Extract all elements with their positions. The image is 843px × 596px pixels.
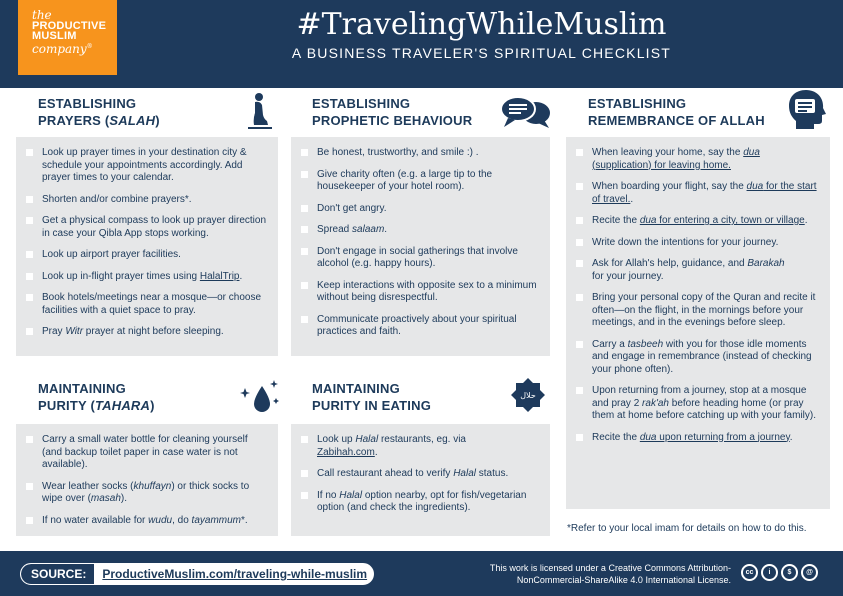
checkbox[interactable] <box>26 149 33 156</box>
list-item: When leaving your home, say the dua (supplication) for leaving home. <box>576 147 820 172</box>
checkbox[interactable] <box>576 434 583 441</box>
checkbox[interactable] <box>576 149 583 156</box>
halaltrip-link[interactable]: HalalTrip <box>199 270 240 282</box>
checkbox[interactable] <box>26 294 33 301</box>
checkbox[interactable] <box>26 436 33 443</box>
source-pill <box>20 563 374 585</box>
checkbox[interactable] <box>301 248 308 255</box>
list-item: Pray Witr prayer at night before sleeping. <box>26 326 268 339</box>
checkbox[interactable] <box>301 149 308 156</box>
checkbox[interactable] <box>26 517 33 524</box>
noncommercial-icon: $ <box>781 564 798 581</box>
speech-bubbles-icon <box>500 96 552 130</box>
checkbox[interactable] <box>576 239 583 246</box>
checkbox[interactable] <box>301 282 308 289</box>
list-item: Look up airport prayer facilities. <box>26 249 268 262</box>
list-item: Recite the dua for entering a city, town or village. <box>576 215 820 228</box>
list-item: Carry a small water bottle for cleaning yourself (and backup toilet paper in case water is not available). <box>26 434 268 472</box>
checkbox[interactable] <box>576 341 583 348</box>
logo-line-muslim: MUSLIM <box>32 30 77 42</box>
checkbox[interactable] <box>301 226 308 233</box>
list-item: Be honest, trustworthy, and smile :) . <box>301 147 540 160</box>
license-text[interactable]: This work is licensed under a Creative Commons Attribution- NonCommercial-ShareAlike 4.0 International License. <box>489 563 731 585</box>
footer-bar <box>0 551 843 596</box>
list-item: Recite the dua upon returning from a journey. <box>576 432 820 445</box>
checkbox[interactable] <box>576 217 583 224</box>
behaviour-checklist <box>291 137 550 356</box>
halal-star-icon <box>508 375 548 415</box>
checkbox[interactable] <box>301 171 308 178</box>
remembrance-checklist <box>566 137 830 509</box>
logo-line-the: the <box>32 8 52 22</box>
list-item: Carry a tasbeeh with you for those idle moments and engage in remembrance (instead of checking your phone often). <box>576 339 820 377</box>
list-item: When boarding your flight, say the dua for the start of travel.. <box>576 181 820 206</box>
list-item: Book hotels/meetings near a mosque—or choose facilities with a quiet space to pray. <box>26 292 268 317</box>
prayers-checklist <box>16 137 278 356</box>
purity-heading: MAINTAINING PURITY (TAHARA) <box>38 381 155 413</box>
checkbox[interactable] <box>26 196 33 203</box>
cc-badges[interactable] <box>741 564 818 581</box>
checkbox[interactable] <box>301 492 308 499</box>
productive-muslim-logo[interactable] <box>18 0 117 75</box>
list-item: Communicate proactively about your spiritual practices and faith. <box>301 314 540 339</box>
list-item: Wear leather socks (khuffayn) or thick socks to wipe over (masah). <box>26 481 268 506</box>
list-item: Don't get angry. <box>301 203 540 216</box>
checkbox[interactable] <box>576 294 583 301</box>
list-item: Look up Halal restaurants, eg. via Zabihah.com. <box>301 434 540 459</box>
checkbox[interactable] <box>301 205 308 212</box>
checkbox[interactable] <box>26 251 33 258</box>
water-drop-sparkle-icon <box>238 378 280 414</box>
checkbox[interactable] <box>301 316 308 323</box>
checkbox[interactable] <box>301 470 308 477</box>
logo-line-productive: PRODUCTIVE <box>32 20 107 32</box>
list-item: Look up prayer times in your destination city & schedule your appointments accordingly. Add prayer times to your calendar. <box>26 147 268 185</box>
source-link[interactable]: ProductiveMuslim.com/traveling-while-muslim <box>102 567 368 581</box>
halal-glyph: حلال <box>520 391 536 400</box>
checkbox[interactable] <box>26 217 33 224</box>
checkbox[interactable] <box>576 260 583 267</box>
list-item: Bring your personal copy of the Quran and recite it often—on the flight, in the mornings before your meetings, and in the evenings before sleep. <box>576 292 820 330</box>
list-item: Give charity often (e.g. a large tip to the housekeeper of your hotel room). <box>301 169 540 194</box>
purity-checklist <box>16 424 278 536</box>
logo-line-company: company® <box>32 42 93 56</box>
list-item: If no water available for wudu, do tayammum*. <box>26 515 268 528</box>
checkbox[interactable] <box>576 387 583 394</box>
travel-dua-link[interactable]: dua for the start of travel. <box>592 181 817 205</box>
list-item: If no Halal option nearby, opt for fish/vegetarian option (and check the ingredients). <box>301 490 540 515</box>
page-title: #TravelingWhileMuslim <box>296 7 667 42</box>
checkbox[interactable] <box>26 273 33 280</box>
checkbox[interactable] <box>301 436 308 443</box>
list-item: Spread salaam. <box>301 224 540 237</box>
cc-icon: cc <box>741 564 758 581</box>
page-subtitle: A BUSINESS TRAVELER'S SPIRITUAL CHECKLIST <box>291 45 672 61</box>
remembrance-heading: ESTABLISHING REMEMBRANCE OF ALLAH <box>588 96 765 128</box>
eating-checklist <box>291 424 550 536</box>
head-profile-icon <box>786 88 826 130</box>
list-item: Call restaurant ahead to verify Halal status. <box>301 468 540 481</box>
source-label: SOURCE: <box>21 564 94 584</box>
return-dua-link[interactable]: dua upon returning from a journey <box>639 431 790 443</box>
sharealike-icon: @ <box>801 564 818 581</box>
list-item: Shorten and/or combine prayers*. <box>26 194 268 207</box>
behaviour-heading: ESTABLISHING PROPHETIC BEHAVIOUR <box>312 96 473 128</box>
checkbox[interactable] <box>26 328 33 335</box>
footnote: *Refer to your local imam for details on how to do this. <box>567 523 807 534</box>
dua-link[interactable]: dua <box>743 147 760 158</box>
city-dua-link[interactable]: dua for entering a city, town or village <box>639 215 805 226</box>
list-item: Write down the intentions for your journey. <box>576 237 820 250</box>
list-item: Look up in-flight prayer times using HalalTrip. <box>26 271 268 284</box>
eating-heading: MAINTAINING PURITY IN EATING <box>312 381 432 413</box>
attribution-icon: i <box>761 564 778 581</box>
list-item: Ask for Allah's help, guidance, and Barakah for your journey. <box>576 258 820 283</box>
checkbox[interactable] <box>576 183 583 190</box>
supplication-link[interactable]: (supplication) for leaving home. <box>592 159 731 171</box>
prayers-heading: ESTABLISHING PRAYERS (SALAH) <box>38 96 160 128</box>
list-item: Get a physical compass to look up prayer direction in case your Qibla App stops working. <box>26 215 268 240</box>
list-item: Upon returning from a journey, stop at a mosque and pray 2 rak'ah before heading home (or pray them at home before catching up with your family). <box>576 385 820 423</box>
praying-person-icon <box>246 91 274 131</box>
list-item: Keep interactions with opposite sex to a minimum without being disrespectful. <box>301 280 540 305</box>
zabihah-link[interactable]: Zabihah.com <box>317 446 375 458</box>
checkbox[interactable] <box>26 483 33 490</box>
header-banner <box>0 0 843 88</box>
list-item: Don't engage in social gatherings that involve alcohol (e.g. happy hours). <box>301 246 540 271</box>
